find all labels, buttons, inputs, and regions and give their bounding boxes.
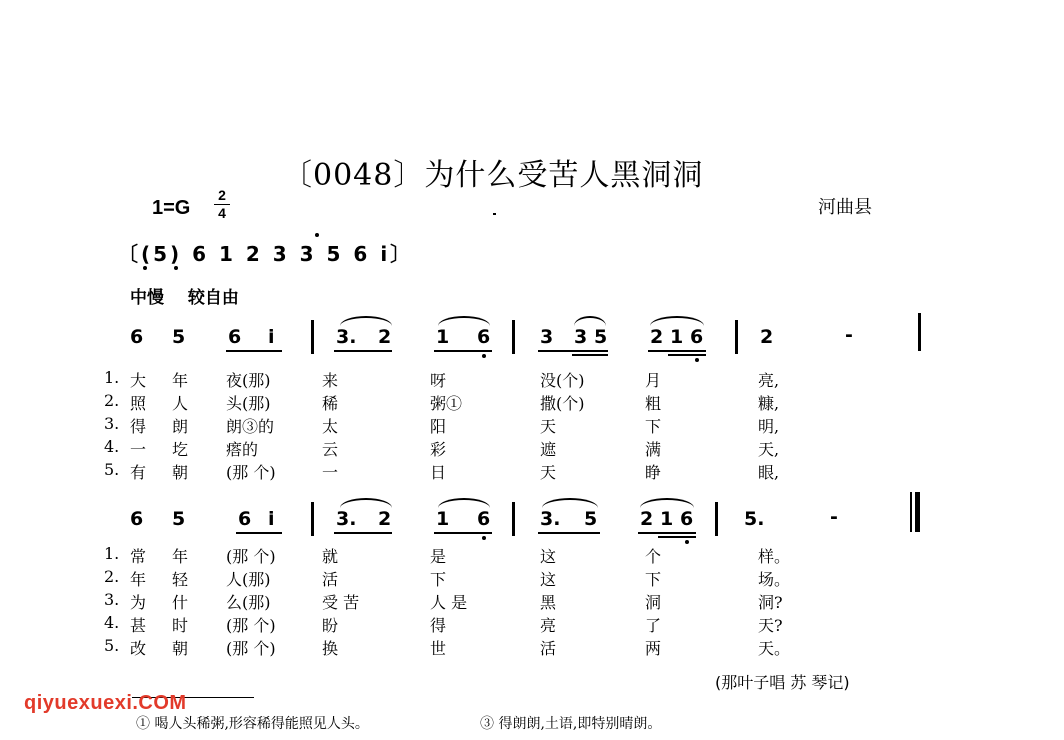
final-bar-thick [915,492,920,532]
tempo-style: 较自由 [187,288,239,308]
lyric-syllable: (那 个) [226,547,276,566]
verse-number: 5. [104,460,120,479]
song-title: 〔0048〕为什么受苦人黑洞洞 [282,158,704,193]
note: 1 [436,508,450,530]
slur [574,316,606,326]
verse-number: 4. [104,437,120,456]
intro-phrase: 〔(5) 6 1 2 3 3 5 6 i〕 [118,242,414,266]
lyric-syllable: 天 [540,463,557,482]
note: 5. [744,508,765,530]
note: 2 [650,326,664,348]
note: 2 [760,326,774,348]
lyric-syllable: 下 [645,570,662,589]
lyric-syllable: 明, [758,417,780,436]
lyric-syllable: 轻 [172,570,189,589]
lyric-syllable: 大 [130,371,147,390]
lyric-syllable: 朝 [172,463,189,482]
note: 6 [477,326,491,348]
lyric-syllable: 眼, [758,463,780,482]
lyric-syllable: 年 [172,371,189,390]
note: 2 [640,508,654,530]
lyric-syllable: 就 [322,547,339,566]
underline [236,532,282,534]
lyric-syllable: 夜(那) [226,371,271,390]
lyric-syllable: 黑 [540,593,557,612]
note: 1 [436,326,450,348]
note: 5 [594,326,608,348]
lyric-syllable: 年 [172,547,189,566]
underline [538,350,608,352]
note: 6 [238,508,252,530]
lyric-syllable: 时 [172,616,189,635]
key-signature: 1=G [152,197,191,219]
lyric-syllable: 有 [130,463,147,482]
lyric-syllable: 太 [322,417,339,436]
note: 5 [172,508,186,530]
note: i [268,326,275,348]
lyric-syllable: 活 [322,570,339,589]
credit-line: (那叶子唱 苏 琴记) [715,673,850,692]
low-dot [685,540,689,544]
lyric-syllable: 睁 [645,463,662,482]
lyric-syllable: 天? [758,616,783,635]
lyric-syllable: 没(个) [540,371,585,390]
lyric-syllable: 一 [130,440,147,459]
lyric-syllable: 人(那) [226,570,271,589]
lyric-syllable: 天, [758,440,780,459]
lyric-syllable: 这 [540,570,557,589]
lyric-syllable: 彩 [430,440,447,459]
lyric-syllable: 月 [645,371,662,390]
lyric-syllable: 亮 [540,616,557,635]
region-label: 河曲县 [818,197,872,218]
note: 2 [378,326,392,348]
lyric-syllable: 满 [645,440,662,459]
lyric-syllable: 朗 [172,417,189,436]
lyric-syllable: 照 [130,394,147,413]
note: 5 [172,326,186,348]
lyric-syllable: 个 [645,547,662,566]
lyric-syllable: 么(那) [226,593,271,612]
verse-number: 1. [104,368,120,387]
footnote-3: ③ 得朗朗,土语,即特别晴朗。 [480,716,662,732]
final-bar-thin [910,492,912,532]
verse-number: 2. [104,391,120,410]
intro-dot-high [315,233,319,237]
footnote-1: ① 喝人头稀粥,形容稀得能照见人头。 [136,716,369,732]
bar-line [512,320,515,354]
tempo-speed: 中慢 [130,288,164,308]
lyric-syllable: 圪 [172,440,189,459]
site-watermark: qiyuexuexi.COM [24,692,187,714]
note: i [268,508,275,530]
lyric-syllable: 稀 [322,394,339,413]
underline [334,532,392,534]
lyric-syllable: (那 个) [226,463,276,482]
verse-number: 1. [104,544,120,563]
underline [434,350,492,352]
bar-line [715,502,718,536]
intro-dot-low [143,266,147,270]
underline [658,536,696,538]
lyric-syllable: 这 [540,547,557,566]
lyric-syllable: 糠, [758,394,780,413]
underline [334,350,392,352]
lyric-syllable: 世 [430,639,447,658]
lyric-syllable: 改 [130,639,147,658]
slur [650,316,704,326]
lyric-syllable: 朗③的 [226,417,275,436]
bar-line [512,502,515,536]
bar-line [311,502,314,536]
note: - [845,324,853,346]
underline [434,532,492,534]
lyric-syllable: 头(那) [226,394,271,413]
underline [226,350,282,352]
lyric-syllable: 朝 [172,639,189,658]
lyric-syllable: 甚 [130,616,147,635]
lyric-syllable: (那 个) [226,616,276,635]
slur [340,498,392,508]
bar-line [311,320,314,354]
note: 6 [130,508,144,530]
note: 6 [130,326,144,348]
note: 6 [690,326,704,348]
time-sig-bottom: 4 [218,205,226,221]
verse-number: 4. [104,613,120,632]
slur [640,498,694,508]
lyric-syllable: 撒(个) [540,394,585,413]
lyric-syllable: 年 [130,570,147,589]
underline [538,532,600,534]
lyric-syllable: 为 [130,593,147,612]
lyric-syllable: 两 [645,639,662,658]
lyric-syllable: (那 个) [226,639,276,658]
note: 6 [477,508,491,530]
stray-mark [493,213,496,215]
lyric-syllable: 来 [322,371,339,390]
lyric-syllable: 阳 [430,417,447,436]
slur [438,316,490,326]
lyric-syllable: 人 [172,394,189,413]
lyric-syllable: 天。 [758,639,791,658]
underline [668,354,706,356]
verse-number: 5. [104,636,120,655]
slur [438,498,490,508]
note: 3 [574,326,588,348]
lyric-syllable: 是 [430,547,447,566]
low-dot [482,354,486,358]
underline [572,354,608,356]
slur [340,316,392,326]
lyric-syllable: 场。 [758,570,791,589]
bar-line [735,320,738,354]
underline [638,532,696,534]
low-dot [695,358,699,362]
lyric-syllable: 云 [322,440,339,459]
lyric-syllable: 日 [430,463,447,482]
slur [542,498,598,508]
lyric-syllable: 常 [130,547,147,566]
lyric-syllable: 了 [645,616,662,635]
lyric-syllable: 活 [540,639,557,658]
note: 1 [660,508,674,530]
note: 5 [584,508,598,530]
lyric-syllable: 瘩的 [226,440,259,459]
note: 3 [540,326,554,348]
note: 1 [670,326,684,348]
note: 3. [540,508,561,530]
lyric-syllable: 天 [540,417,557,436]
note: 3. [336,326,357,348]
lyric-syllable: 盼 [322,616,339,635]
lyric-syllable: 洞 [645,593,662,612]
note: 3. [336,508,357,530]
note: - [830,506,838,528]
lyric-syllable: 洞? [758,593,783,612]
intro-dot-low [174,266,178,270]
lyric-syllable: 得 [430,616,447,635]
verse-number: 3. [104,590,120,609]
lyric-syllable: 样。 [758,547,791,566]
lyric-syllable: 亮, [758,371,780,390]
note: 2 [378,508,392,530]
lyric-syllable: 一 [322,463,339,482]
tempo-marking [130,283,257,308]
bar-line [918,313,921,351]
lyric-syllable: 遮 [540,440,557,459]
verse-number: 3. [104,414,120,433]
lyric-syllable: 得 [130,417,147,436]
note: 6 [228,326,242,348]
lyric-syllable: 下 [430,570,447,589]
lyric-syllable: 人 是 [430,593,468,612]
low-dot [482,536,486,540]
lyric-syllable: 粗 [645,394,662,413]
lyric-syllable: 呀 [430,371,447,390]
lyric-syllable: 换 [322,639,339,658]
lyric-syllable: 粥① [430,394,463,413]
note: 6 [680,508,694,530]
lyric-syllable: 下 [645,417,662,436]
verse-number: 2. [104,567,120,586]
lyric-syllable: 受 苦 [322,593,360,612]
lyric-syllable: 什 [172,593,189,612]
underline [648,350,706,352]
time-sig-top: 2 [218,187,226,203]
time-signature [214,188,230,221]
